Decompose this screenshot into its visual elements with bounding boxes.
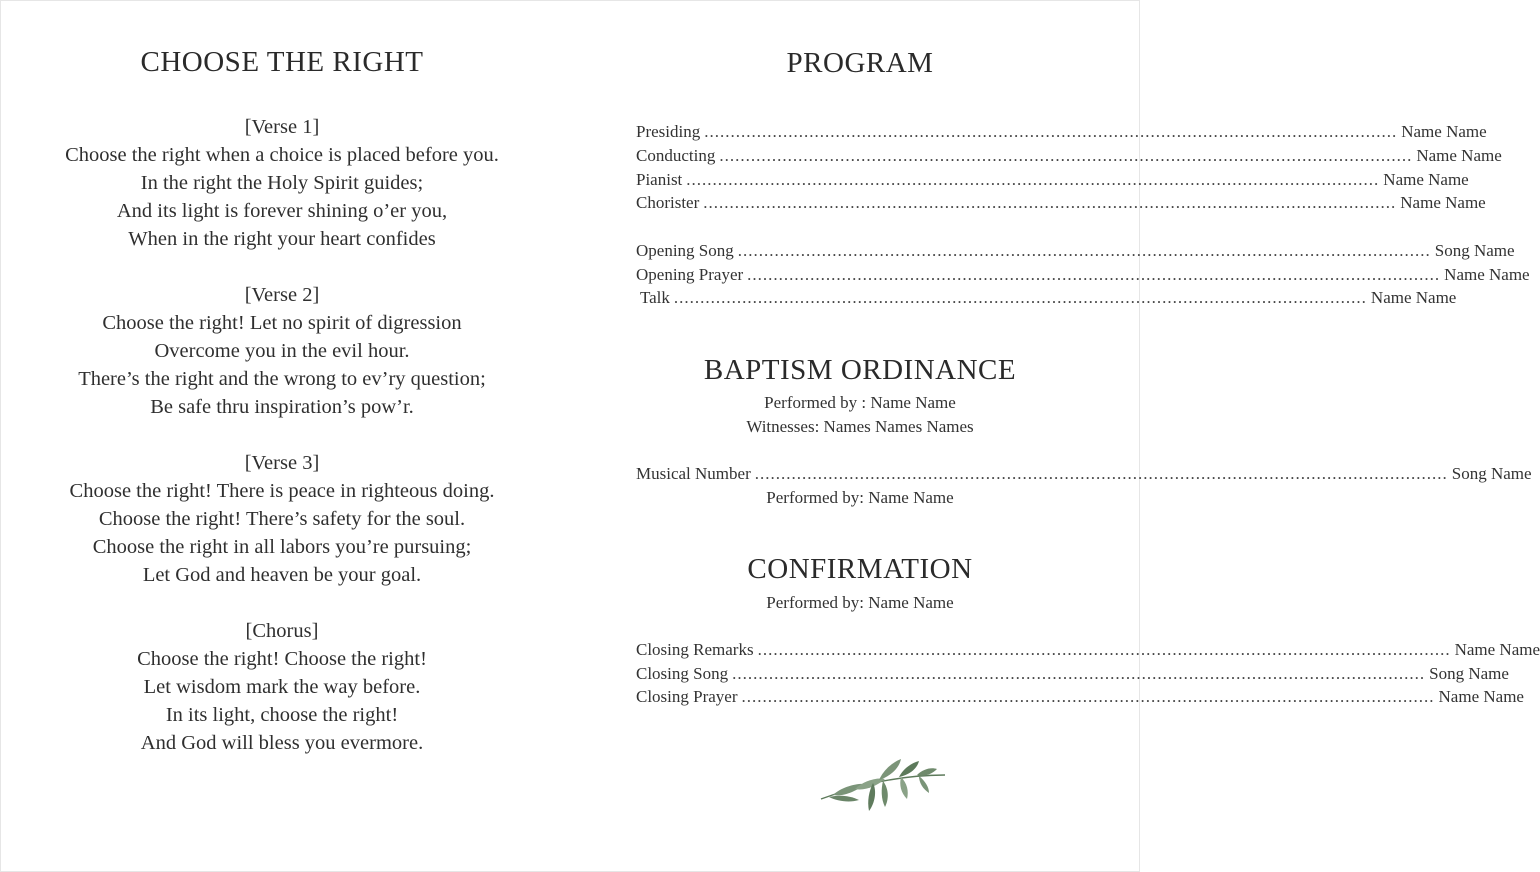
row-value: Name Name [1416, 146, 1502, 165]
olive-branch-icon [819, 753, 949, 815]
row-value: Name Name [1444, 265, 1530, 284]
row-value: Name Name [1454, 640, 1540, 659]
hymn-title: CHOOSE THE RIGHT [140, 46, 424, 78]
program-row [636, 191, 1486, 214]
stanza [21, 281, 543, 421]
row-label: Presiding [636, 122, 701, 141]
stanza-line: Overcome you in the evil hour. [154, 340, 410, 362]
program-row [636, 286, 1457, 309]
row-value: Name Name [1401, 122, 1487, 141]
program-row [636, 462, 1532, 485]
row-label: Talk [636, 288, 670, 307]
row-value: Name Name [1383, 170, 1469, 189]
stanza-label: [Chorus] [245, 620, 319, 642]
confirmation-title: CONFIRMATION [747, 553, 973, 585]
stanza-label: [Verse 2] [244, 284, 320, 306]
row-value: Name Name [1400, 193, 1486, 212]
row-label: Conducting [636, 146, 716, 165]
program-row [636, 239, 1515, 262]
stanza-line: And its light is forever shining o’er you, [116, 200, 448, 222]
program-row [636, 685, 1524, 708]
leader-dots: .................................................................................................................................... [703, 193, 1397, 212]
baptism-title: BAPTISM ORDINANCE [703, 354, 1017, 386]
row-label: Closing Song [636, 664, 729, 683]
row-value: Name Name [1370, 288, 1457, 307]
stanza-line: Choose the right! There’s safety for the soul. [98, 508, 466, 530]
stanza-label: [Verse 3] [244, 452, 320, 474]
leader-dots: .................................................................................................................................... [737, 241, 1431, 260]
stanza-line: Let wisdom mark the way before. [143, 676, 421, 698]
program-row [636, 144, 1502, 167]
program-row [636, 120, 1487, 143]
program-row [636, 263, 1530, 286]
stanza-line: In the right the Holy Spirit guides; [140, 172, 424, 194]
stanza-line: There’s the right and the wrong to ev’ry question; [78, 368, 486, 390]
program-title: PROGRAM [786, 47, 934, 79]
leader-dots: .................................................................................................................................... [719, 146, 1413, 165]
stanza-line: Choose the right! Let no spirit of digression [102, 312, 462, 334]
stanza-line: Choose the right! There is peace in righteous doing. [69, 480, 495, 502]
baptism-witnesses: Witnesses: Names Names Names [746, 417, 974, 436]
leader-dots: .................................................................................................................................... [732, 664, 1426, 683]
stanza-line: Let God and heaven be your goal. [142, 564, 422, 586]
hymn-verses [21, 113, 543, 785]
stanza [21, 449, 543, 589]
musical-performed-by: Performed by: Name Name [766, 488, 954, 507]
program-row [636, 168, 1469, 191]
row-label: Pianist [636, 170, 683, 189]
stanza-line: When in the right your heart confides [128, 228, 436, 250]
stanza-line: Be safe thru inspiration’s pow’r. [150, 396, 414, 418]
program-row [636, 662, 1509, 685]
stanza-line: Choose the right! Choose the right! [137, 648, 427, 670]
row-label: Closing Remarks [636, 640, 754, 659]
confirmation-performed-by: Performed by: Name Name [766, 593, 954, 612]
row-label: Chorister [636, 193, 700, 212]
program-row [636, 638, 1540, 661]
leader-dots: .................................................................................................................................... [757, 640, 1451, 659]
stanza [21, 617, 543, 757]
baptism-performed-by: Performed by : Name Name [764, 393, 956, 412]
leader-dots: .................................................................................................................................... [747, 265, 1441, 284]
row-value: Song Name [1434, 241, 1515, 260]
row-value: Name Name [1438, 687, 1524, 706]
leader-dots: .................................................................................................................................... [673, 288, 1367, 307]
row-label: Opening Song [636, 241, 734, 260]
row-value: Song Name [1429, 664, 1509, 683]
stanza [21, 113, 543, 253]
row-label: Opening Prayer [636, 265, 744, 284]
stanza-line: Choose the right in all labors you’re pursuing; [92, 536, 472, 558]
leader-dots: .................................................................................................................................... [754, 464, 1448, 483]
row-label: Musical Number [636, 464, 751, 483]
row-value: Song Name [1451, 464, 1532, 483]
row-label: Closing Prayer [636, 687, 738, 706]
leader-dots: .................................................................................................................................... [686, 170, 1380, 189]
stanza-line: In its light, choose the right! [165, 704, 399, 726]
stanza-line: Choose the right when a choice is placed before you. [65, 144, 499, 166]
leader-dots: .................................................................................................................................... [704, 122, 1398, 141]
stanza-line: And God will bless you evermore. [140, 732, 424, 754]
leader-dots: .................................................................................................................................... [741, 687, 1435, 706]
stanza-label: [Verse 1] [244, 116, 320, 138]
